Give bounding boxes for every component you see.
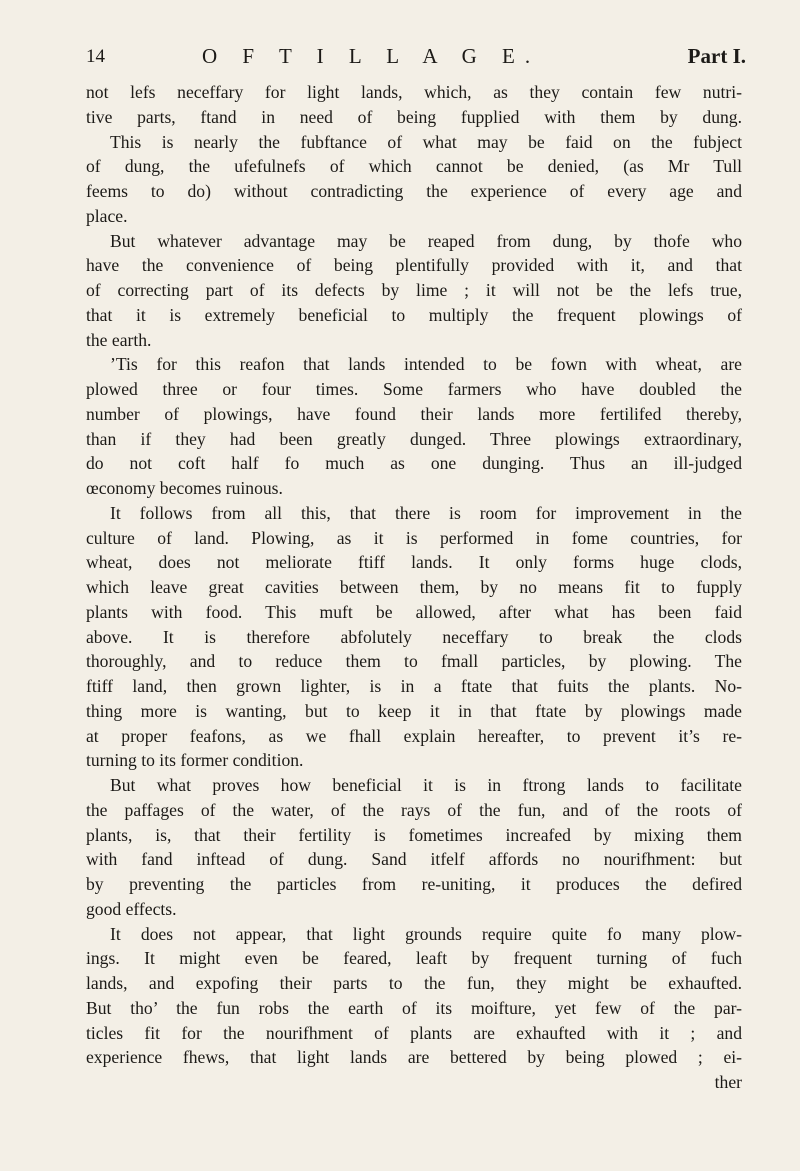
text-line: thing more is wanting, but to keep it in that ftate by plowings made [86, 700, 742, 721]
text-line: number of plowings, have found their lands more fertilifed thereby, [86, 403, 742, 424]
text-line: This is nearly the fubftance of what may be faid on the fubject [110, 131, 742, 152]
text-line: ings. It might even be feared, leaft by frequent turning of fuch [86, 948, 742, 969]
text-line: feems to do) without contradicting the experience of every age and [86, 181, 742, 201]
text-line: not lefs neceffary for light lands, which, as they contain few nutri- [86, 82, 742, 102]
text-line: of dung, the ufefulnefs of which cannot be denied, (as Mr Tull [86, 156, 742, 177]
text-line: experience fhews, that light lands are bettered by being plowed ; ei- [86, 1047, 742, 1068]
text-line: plants, is, that their fertility is fometimes increafed by mixing them [86, 824, 742, 845]
text-line: that it is extremely beneficial to multiply the frequent plowings of [86, 304, 742, 325]
text-line: plowed three or four times. Some farmers who have doubled the [86, 379, 742, 399]
text-line: do not coft half fo much as one dunging. Thus an ill-judged [86, 453, 742, 474]
text-line: with fand inftead of dung. Sand itfelf affords no nourifhment: but [86, 849, 742, 870]
text-line: ticles fit for the nourifhment of plants are exhaufted with it ; and [86, 1022, 742, 1043]
text-line: have the convenience of being plentifully provided with it, and that [86, 255, 742, 276]
text-line: But tho’ the fun robs the earth of its moifture, yet few of the par- [86, 997, 742, 1018]
text-line: tive parts, ftand in need of being fupplied with them by dung. [86, 106, 742, 127]
text-line: œconomy becomes ruinous. [86, 478, 283, 498]
text-line: It follows from all this, that there is room for improvement in the [110, 502, 742, 523]
text-line: turning to its former condition. [86, 750, 304, 771]
body-text [86, 80, 742, 1095]
text-line: good effects. [86, 898, 177, 919]
text-line: above. It is therefore abfolutely neceffary to break the clods [86, 626, 742, 647]
text-line: of correcting part of its defects by lime ; it will not be the lefs true, [86, 280, 742, 300]
text-line: which leave great cavities between them, by no means fit to fupply [86, 577, 742, 597]
text-line: lands, and expofing their parts to the fun, they might be exhaufted. [86, 973, 742, 993]
page-number: 14 [86, 46, 105, 67]
text-line: It does not appear, that light grounds require quite fo many plow- [110, 923, 742, 944]
text-line: culture of land. Plowing, as it is performed in fome countries, for [86, 527, 742, 548]
text-line: the paffages of the water, of the rays of the fun, and of the roots of [86, 799, 742, 820]
text-line: than if they had been greatly dunged. Three plowings extraordinary, [86, 428, 742, 449]
text-line: plants with food. This muft be allowed, after what has been faid [86, 601, 742, 622]
part-label: Part I. [687, 44, 746, 68]
text-line: wheat, does not meliorate ftiff lands. It only forms huge clods, [86, 552, 742, 573]
text-line: the earth. [86, 329, 152, 350]
text-line: thoroughly, and to reduce them to fmall particles, by plowing. The [86, 651, 742, 672]
text-line: ftiff land, then grown lighter, is in a ftate that fuits the plants. No- [86, 676, 742, 696]
catchword: ther [714, 1072, 742, 1092]
text-line: place. [86, 205, 128, 226]
text-line: at proper feafons, as we fhall explain hereafter, to prevent it’s re- [86, 725, 742, 746]
text-line: by preventing the particles from re-uniting, it produces the defired [86, 874, 742, 894]
text-line: But what proves how beneficial it is in ftrong lands to facilitate [110, 775, 742, 795]
page-header [86, 44, 746, 74]
running-title: O F T I L L A G E. [202, 44, 541, 68]
text-line: ’Tis for this reafon that lands intended to be fown with wheat, are [110, 354, 742, 375]
text-line: But whatever advantage may be reaped from dung, by thofe who [110, 230, 742, 251]
